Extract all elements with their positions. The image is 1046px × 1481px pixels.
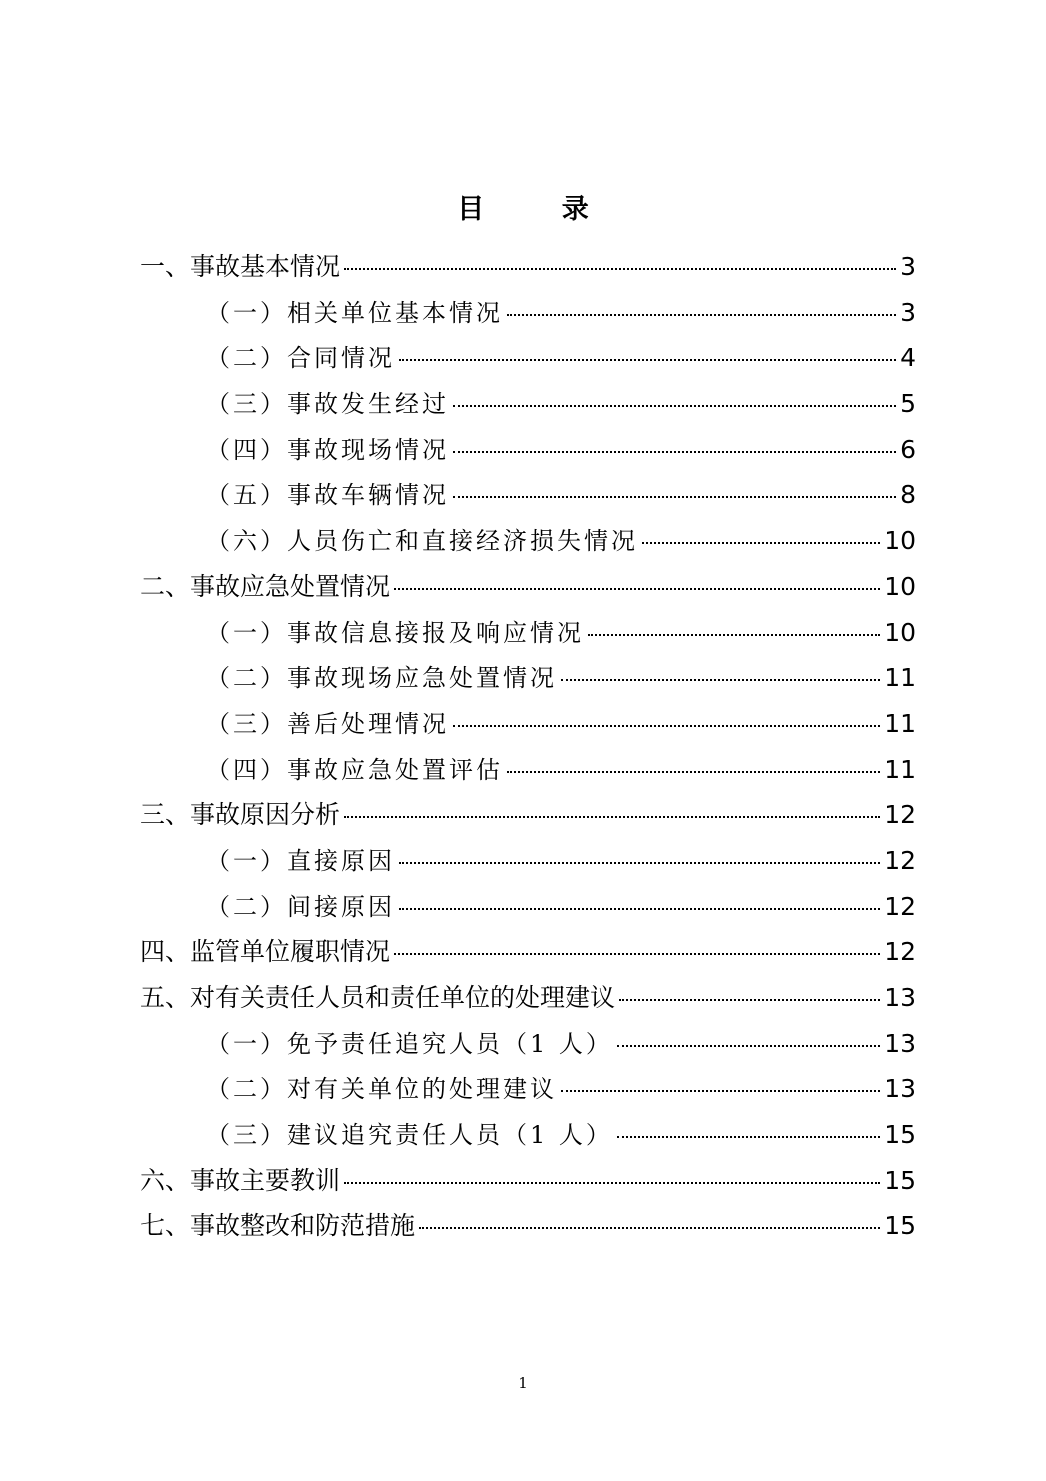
toc-entry-text: 四、监管单位履职情况 <box>140 937 391 967</box>
toc-entry-page-number: 11 <box>884 663 916 693</box>
toc-dot-leader <box>619 999 880 1001</box>
toc-entry[interactable] <box>140 838 916 884</box>
toc-entry-page-number: 12 <box>884 891 916 921</box>
toc-dot-leader <box>617 1136 880 1138</box>
toc-entry-text: 七、事故整改和防范措施 <box>140 1211 416 1241</box>
table-of-contents <box>140 244 916 1249</box>
toc-entry-text: 六、事故主要教训 <box>140 1165 341 1195</box>
toc-entry-page-number: 12 <box>884 937 916 967</box>
toc-entry[interactable] <box>140 1066 916 1112</box>
toc-dot-leader <box>453 451 896 453</box>
toc-dot-leader <box>344 1182 880 1184</box>
toc-entry[interactable] <box>140 427 916 473</box>
toc-entry-page-number: 6 <box>900 434 916 464</box>
toc-entry-text: （二）间接原因 <box>206 892 395 921</box>
toc-dot-leader <box>344 816 880 818</box>
toc-entry[interactable] <box>140 655 916 701</box>
toc-entry[interactable] <box>140 1158 916 1204</box>
toc-dot-leader <box>561 1090 880 1092</box>
toc-entry-page-number: 10 <box>884 571 916 601</box>
toc-entry-page-number: 3 <box>900 252 916 281</box>
toc-entry[interactable] <box>140 975 916 1021</box>
toc-dot-leader <box>588 634 880 636</box>
toc-entry-page-number: 15 <box>884 1120 916 1150</box>
toc-entry[interactable] <box>140 518 916 564</box>
toc-entry[interactable] <box>140 1203 916 1249</box>
toc-entry-page-number: 15 <box>884 1165 916 1195</box>
toc-entry-text: 一、事故基本情况 <box>140 252 341 281</box>
toc-dot-leader <box>344 268 896 270</box>
toc-entry-text: （三）事故发生经过 <box>206 390 449 419</box>
toc-dot-leader <box>399 359 896 361</box>
toc-entry-page-number: 10 <box>884 617 916 647</box>
toc-entry[interactable] <box>140 1112 916 1158</box>
toc-dot-leader <box>394 588 880 590</box>
toc-entry-page-number: 11 <box>884 708 916 738</box>
toc-entry-text: （一）免予责任追究人员（1 人） <box>206 1029 613 1058</box>
toc-entry-text: （三）建议追究责任人员（1 人） <box>206 1121 613 1150</box>
toc-dot-leader <box>642 542 880 544</box>
toc-entry[interactable] <box>140 792 916 838</box>
toc-entry-text: （二）合同情况 <box>206 344 395 373</box>
toc-dot-leader <box>507 771 880 773</box>
toc-dot-leader <box>617 1045 880 1047</box>
toc-entry[interactable] <box>140 564 916 610</box>
toc-entry-page-number: 13 <box>884 1074 916 1104</box>
toc-entry[interactable] <box>140 335 916 381</box>
toc-entry-text: （四）事故现场情况 <box>206 435 449 464</box>
toc-entry-page-number: 13 <box>884 1028 916 1058</box>
toc-dot-leader <box>399 862 880 864</box>
toc-entry-text: （二）事故现场应急处置情况 <box>206 664 557 693</box>
toc-dot-leader <box>394 953 880 955</box>
toc-dot-leader <box>453 725 880 727</box>
toc-dot-leader <box>419 1227 880 1229</box>
toc-entry[interactable] <box>140 381 916 427</box>
toc-entry-page-number: 15 <box>884 1211 916 1241</box>
toc-entry-text: （一）事故信息接报及响应情况 <box>206 618 584 647</box>
toc-entry-text: 二、事故应急处置情况 <box>140 571 391 601</box>
toc-entry-text: （五）事故车辆情况 <box>206 481 449 510</box>
toc-dot-leader <box>399 908 880 910</box>
toc-entry[interactable] <box>140 884 916 930</box>
toc-entry-page-number: 5 <box>900 389 916 419</box>
toc-entry-page-number: 13 <box>884 983 916 1012</box>
toc-entry-text: 五、对有关责任人员和责任单位的处理建议 <box>140 983 616 1012</box>
toc-dot-leader <box>453 405 896 407</box>
toc-entry[interactable] <box>140 244 916 290</box>
toc-entry-page-number: 12 <box>884 800 916 830</box>
toc-entry-text: （六）人员伤亡和直接经济损失情况 <box>206 527 638 556</box>
toc-entry-text: 三、事故原因分析 <box>140 800 341 830</box>
toc-dot-leader <box>561 679 880 681</box>
toc-entry-text: （二）对有关单位的处理建议 <box>206 1075 557 1104</box>
toc-entry[interactable] <box>140 1021 916 1067</box>
toc-dot-leader <box>507 314 896 316</box>
toc-entry-page-number: 11 <box>884 754 916 784</box>
toc-entry[interactable] <box>140 610 916 656</box>
toc-dot-leader <box>453 496 896 498</box>
toc-entry-page-number: 8 <box>900 480 916 510</box>
toc-entry-page-number: 12 <box>884 845 916 875</box>
toc-entry-page-number: 4 <box>900 343 916 373</box>
toc-entry[interactable] <box>140 747 916 793</box>
toc-entry[interactable] <box>140 472 916 518</box>
toc-title: 目 录 <box>457 194 623 225</box>
toc-entry-page-number: 10 <box>884 526 916 556</box>
toc-entry-text: （一）直接原因 <box>206 846 395 875</box>
toc-entry[interactable] <box>140 701 916 747</box>
toc-entry[interactable] <box>140 929 916 975</box>
toc-entry-text: （一）相关单位基本情况 <box>206 298 503 327</box>
toc-entry-text: （三）善后处理情况 <box>206 709 449 738</box>
toc-entry[interactable] <box>140 290 916 336</box>
toc-entry-text: （四）事故应急处置评估 <box>206 755 503 784</box>
page-number: 1 <box>518 1374 528 1392</box>
toc-entry-page-number: 3 <box>900 297 916 327</box>
